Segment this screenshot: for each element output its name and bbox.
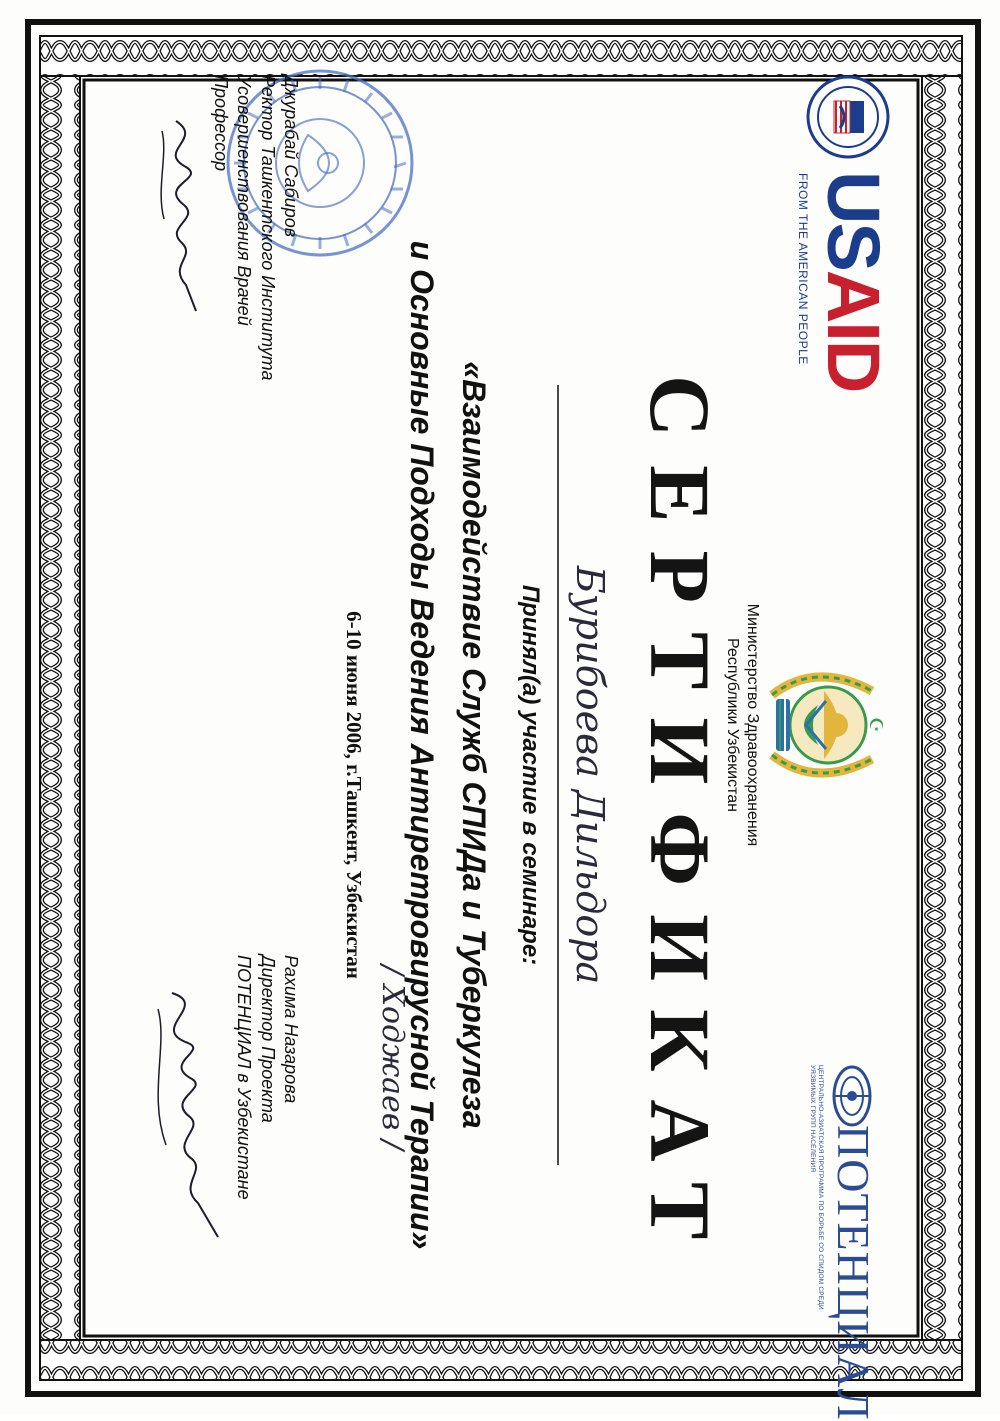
signatory-right-project: ПОТЕНЦИАЛ в Узбекистане: [234, 955, 255, 1200]
recipient-underline: [556, 385, 560, 1165]
signatory-left: [208, 75, 302, 535]
usaid-tagline: FROM THE AMERICAN PEOPLE: [796, 173, 810, 365]
seminar-title-line-1: «Взаимодействие Служб СПИДа и Туберкулеза: [456, 361, 492, 1129]
potencial-subtitle: ЦЕНТРАЛЬНО-АЗИАТСКАЯ ПРОГРАММА ПО БОРЬБЕ СО СПИДОМ СРЕДИ УЯЗВИМЫХ ГРУПП НАСЕЛЕНИЯ: [808, 1065, 824, 1310]
usaid-logo-us: US: [812, 171, 895, 270]
signatory-left-position: Ректор Ташкентского Института: [257, 75, 278, 381]
signatory-left-name: Джурабай Сабиров: [281, 75, 301, 238]
signatory-left-institute: Усовершенствования Врачей: [234, 75, 255, 326]
signatory-right: [232, 955, 302, 1335]
potencial-name: ПОТЕНЦИАЛ: [828, 1125, 879, 1421]
potencial-logo-icon: [828, 1065, 876, 1127]
participation-text: Принял(а) участие в семинаре:: [517, 584, 544, 966]
certificate-content: [130, 75, 895, 1421]
recipient-name-handwritten: Бурибоева Дильдора: [568, 565, 612, 985]
ministry-line-2: Республики Узбекистан: [724, 638, 741, 812]
signatory-left-title: Профессор: [210, 75, 231, 172]
signature-right: [136, 985, 228, 1245]
seminar-date-place: 6-10 июня 2006, г.Ташкент, Узбекистан: [342, 611, 366, 979]
signatory-right-name: Рахима Назарова: [281, 955, 301, 1104]
svg-text:☪: ☪: [865, 716, 886, 734]
usaid-seal-icon: [806, 75, 890, 159]
handwritten-note: / Ходжаев /: [375, 965, 410, 1150]
uzbekistan-emblem-icon: [760, 655, 890, 795]
certificate-title: СЕРТИФИКАТ: [632, 375, 728, 1268]
usaid-logo-aid: AID: [812, 269, 895, 392]
signature-left: [144, 115, 214, 315]
ministry-line-1: Министерство Здравоохранения: [744, 603, 761, 847]
seminar-title-line-2: и Основные Подходы Ведения Антиретровирусной Терапии»: [404, 240, 440, 1250]
usaid-logo: [812, 171, 895, 392]
signatory-right-position: Директор Проекта: [257, 955, 278, 1123]
